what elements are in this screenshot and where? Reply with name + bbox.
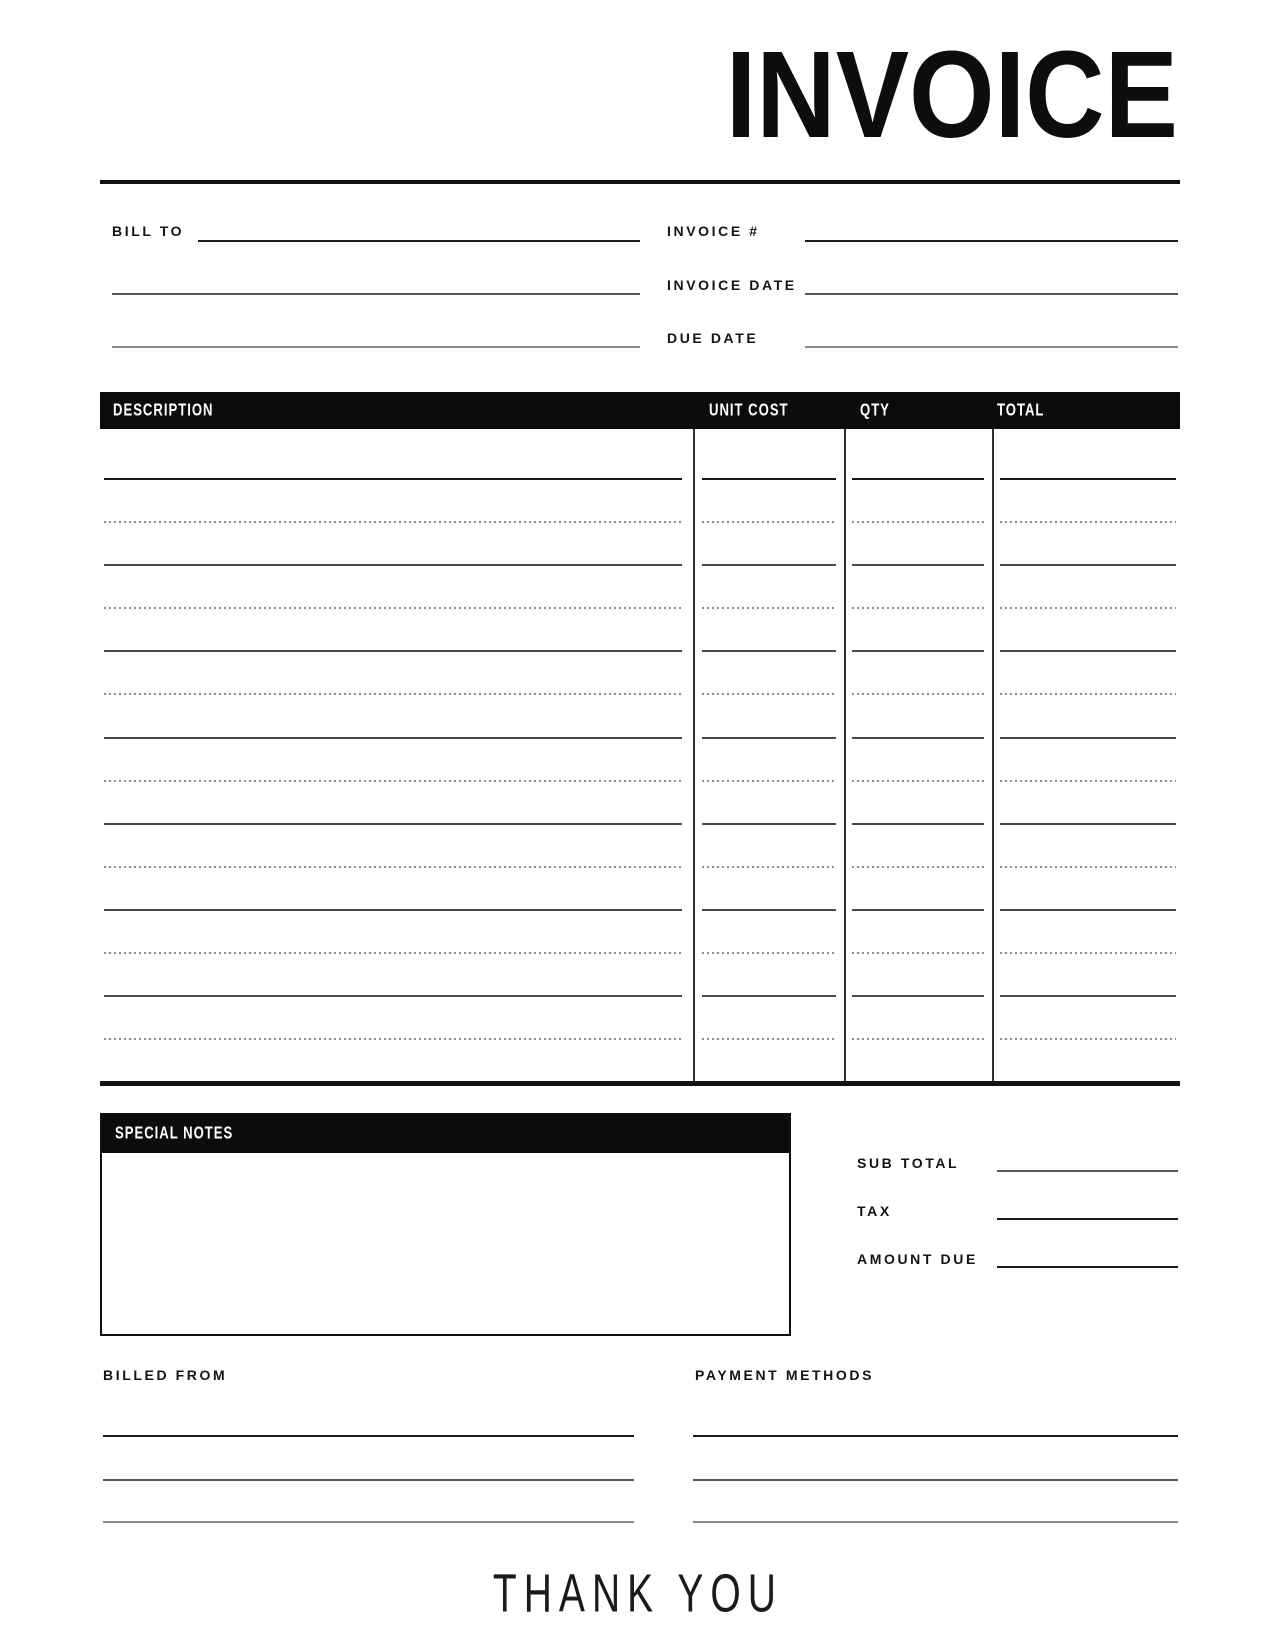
- item-row-separator: [100, 607, 1180, 609]
- due-date-label: DUE DATE: [667, 330, 759, 346]
- column-header-description: DESCRIPTION: [113, 400, 214, 420]
- due-date-line[interactable]: [805, 346, 1178, 348]
- bill-to-line-2[interactable]: [112, 293, 640, 295]
- invoice-number-line[interactable]: [805, 240, 1178, 242]
- invoice-number-label: INVOICE #: [667, 223, 760, 239]
- header-divider-rule: [100, 180, 1180, 184]
- special-notes-label: SPECIAL NOTES: [115, 1124, 234, 1143]
- billed-from-line-2[interactable]: [103, 1479, 634, 1481]
- item-row-separator: [100, 693, 1180, 695]
- special-notes-header: [102, 1115, 789, 1153]
- item-row-separator: [100, 866, 1180, 868]
- payment-methods-label: PAYMENT METHODS: [695, 1367, 875, 1383]
- items-table-header: [100, 392, 1180, 429]
- column-header-unit-cost: UNIT COST: [709, 400, 789, 420]
- payment-methods-line-3[interactable]: [693, 1521, 1178, 1523]
- item-row-separator: [100, 780, 1180, 782]
- page-title: INVOICE: [725, 26, 1178, 164]
- thank-you-message: [0, 1562, 1275, 1624]
- table-column-divider: [844, 429, 846, 1081]
- billed-from-label: BILLED FROM: [103, 1367, 228, 1383]
- bill-to-label: BILL TO: [112, 223, 185, 239]
- payment-methods-line-1[interactable]: [693, 1435, 1178, 1437]
- amount-due-label: AMOUNT DUE: [857, 1251, 978, 1267]
- item-row-separator: [100, 909, 1180, 911]
- items-table-body[interactable]: [100, 429, 1180, 1081]
- item-row-separator: [100, 952, 1180, 954]
- billed-from-line-1[interactable]: [103, 1435, 634, 1437]
- special-notes-box: [100, 1113, 791, 1336]
- tax-line[interactable]: [997, 1218, 1178, 1220]
- item-row-separator: [100, 650, 1180, 652]
- table-bottom-rule: [100, 1081, 1180, 1086]
- item-row-separator: [100, 478, 1180, 480]
- table-column-divider: [693, 429, 695, 1081]
- amount-due-line[interactable]: [997, 1266, 1178, 1268]
- bill-to-line-1[interactable]: [198, 240, 640, 242]
- sub-total-label: SUB TOTAL: [857, 1155, 960, 1171]
- payment-methods-line-2[interactable]: [693, 1479, 1178, 1481]
- bill-to-line-3[interactable]: [112, 346, 640, 348]
- column-header-total: TOTAL: [997, 400, 1045, 420]
- thank-you-text: THANK YOU: [492, 1562, 783, 1624]
- item-row-separator: [100, 521, 1180, 523]
- table-column-divider: [992, 429, 994, 1081]
- sub-total-line[interactable]: [997, 1170, 1178, 1172]
- invoice-date-line[interactable]: [805, 293, 1178, 295]
- invoice-date-label: INVOICE DATE: [667, 277, 797, 293]
- item-row-separator: [100, 995, 1180, 997]
- item-row-separator: [100, 737, 1180, 739]
- item-row-separator: [100, 1038, 1180, 1040]
- tax-label: TAX: [857, 1203, 892, 1219]
- item-row-separator: [100, 823, 1180, 825]
- special-notes-input-area[interactable]: [102, 1153, 789, 1334]
- item-row-separator: [100, 564, 1180, 566]
- billed-from-line-3[interactable]: [103, 1521, 634, 1523]
- column-header-qty: QTY: [860, 400, 890, 420]
